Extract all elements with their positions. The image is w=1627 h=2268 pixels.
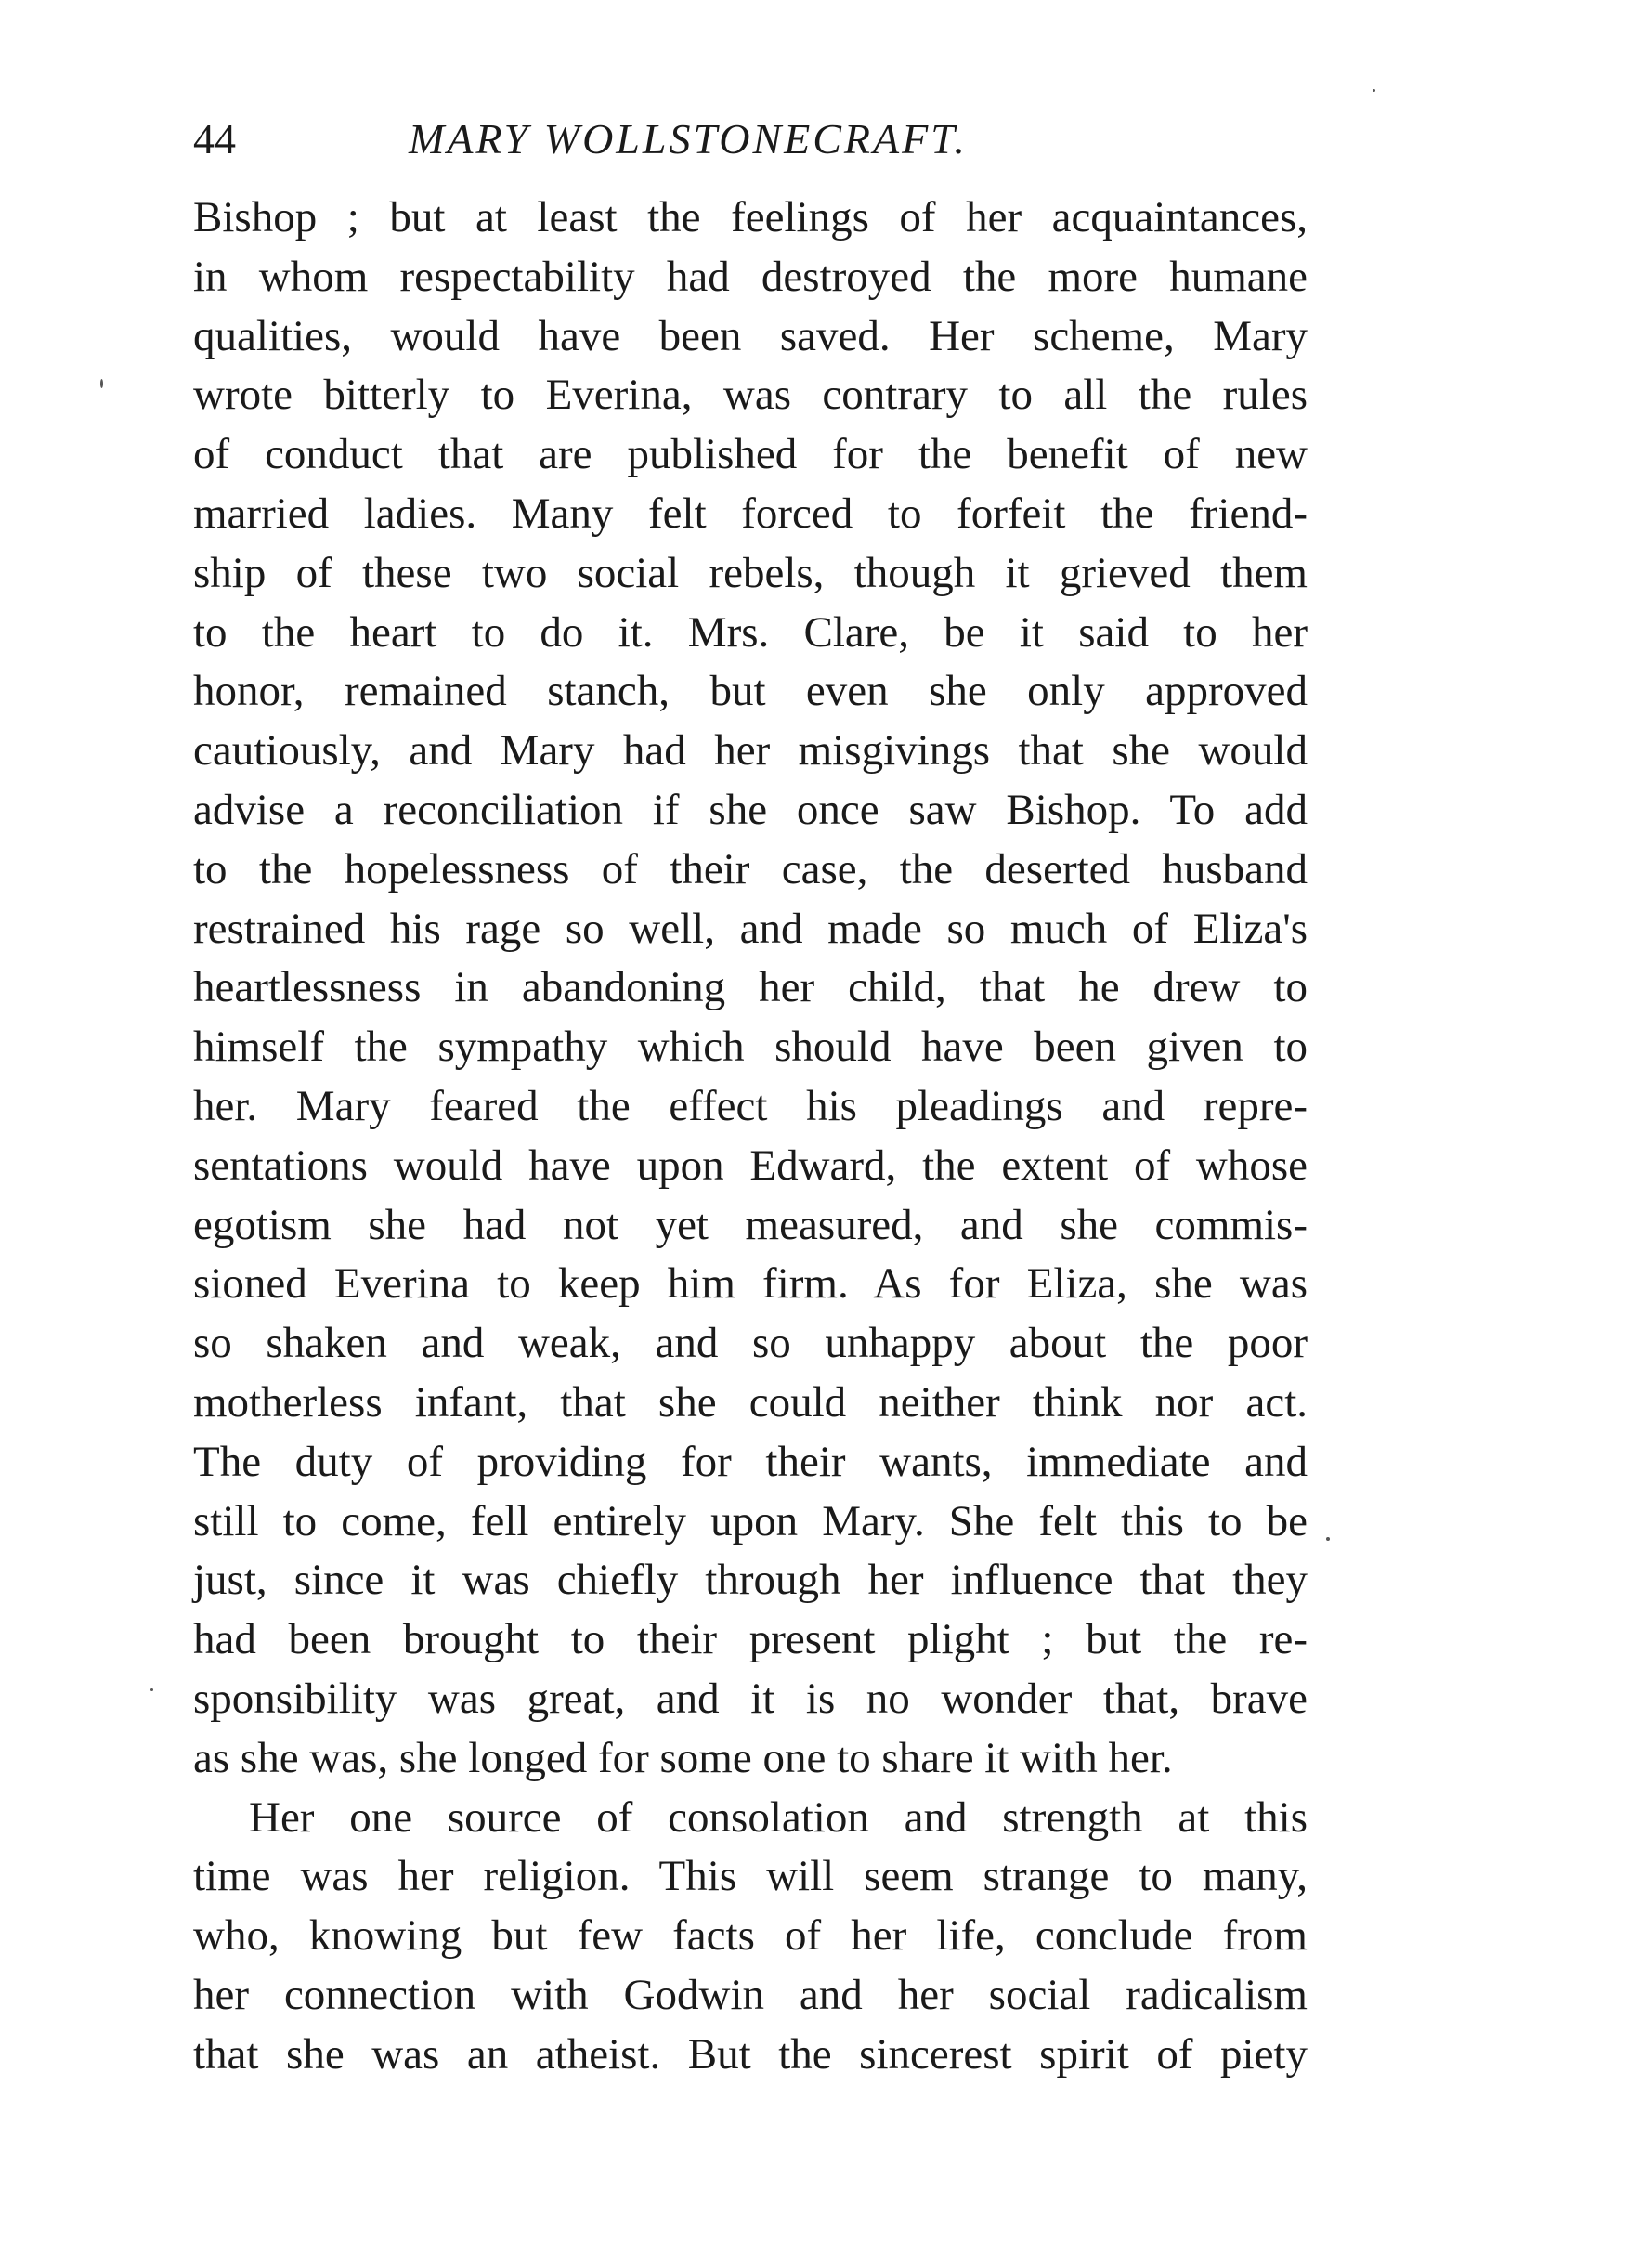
page-header <box>193 102 1428 176</box>
text-line: motherless infant, that she could neither think nor act. <box>193 1377 1308 1427</box>
text-line: Bishop ; but at least the feelings of her acquaintances, <box>193 193 1308 241</box>
page-number: 44 <box>193 115 236 163</box>
text-line: to the hopelessness of their case, the deserted husband <box>193 844 1308 893</box>
text-line: in whom respectability had destroyed the more humane <box>193 252 1308 301</box>
text-line: who, knowing but few facts of her life, conclude from <box>193 1911 1308 1961</box>
text-line: to the heart to do it. Mrs. Clare, be it said to her <box>193 607 1308 657</box>
text-line: her connection with Godwin and her social radicalism <box>193 1970 1308 2019</box>
text-line: her. Mary feared the effect his pleadings and repre- <box>193 1081 1308 1130</box>
text-line: honor, remained stanch, but even she only approved <box>193 667 1308 716</box>
paper-speck <box>1326 1537 1330 1541</box>
text-line: restrained his rage so well, and made so much of Eliza's <box>193 904 1308 953</box>
text-line: sioned Everina to keep him firm. As for Eliza, she was <box>193 1259 1308 1309</box>
text-line: time was her religion. This will seem strange to many, <box>193 1852 1308 1901</box>
text-line: as she was, she longed for some one to share it with her. <box>193 1733 1173 1782</box>
text-line: Her one source of consolation and strength at this <box>249 1792 1308 1842</box>
text-line: The duty of providing for their wants, immediate and <box>193 1437 1308 1486</box>
paper-speck <box>150 1688 153 1691</box>
paragraph <box>193 1789 1308 2085</box>
text-line: sponsibility was great, and it is no wonder that, brave <box>193 1674 1308 1723</box>
text-line: married ladies. Many felt forced to forfeit the friend- <box>193 489 1308 538</box>
paper-speck <box>100 379 103 388</box>
text-line: wrote bitterly to Everina, was contrary to all the rules <box>193 371 1308 420</box>
text-line: advise a reconciliation if she once saw Bishop. To add <box>193 785 1308 834</box>
paragraph <box>193 189 1308 1789</box>
text-line: egotism she had not yet measured, and she commis- <box>193 1200 1308 1249</box>
text-line: still to come, fell entirely upon Mary. She felt this to be <box>193 1496 1308 1545</box>
text-line: qualities, would have been saved. Her scheme, Mary <box>193 311 1308 360</box>
text-line: of conduct that are published for the benefit of new <box>193 430 1308 479</box>
text-line: cautiously, and Mary had her misgivings that she would <box>193 726 1308 776</box>
text-line: that she was an atheist. But the sincerest spirit of piety <box>193 2029 1308 2079</box>
text-line: heartlessness in abandoning her child, that he drew to <box>193 963 1308 1012</box>
text-line: just, since it was chiefly through her influence that they <box>193 1556 1308 1605</box>
body-text <box>193 189 1308 2085</box>
running-head: MARY WOLLSTONECRAFT. <box>409 115 968 163</box>
text-line: ship of these two social rebels, though it grieved them <box>193 548 1308 597</box>
text-line: himself the sympathy which should have been given to <box>193 1023 1308 1072</box>
text-line: sentations would have upon Edward, the extent of whose <box>193 1141 1308 1190</box>
text-line: had been brought to their present plight ; but the re- <box>193 1615 1308 1664</box>
text-line: so shaken and weak, and so unhappy about the poor <box>193 1319 1308 1368</box>
paper-speck <box>1373 89 1375 92</box>
